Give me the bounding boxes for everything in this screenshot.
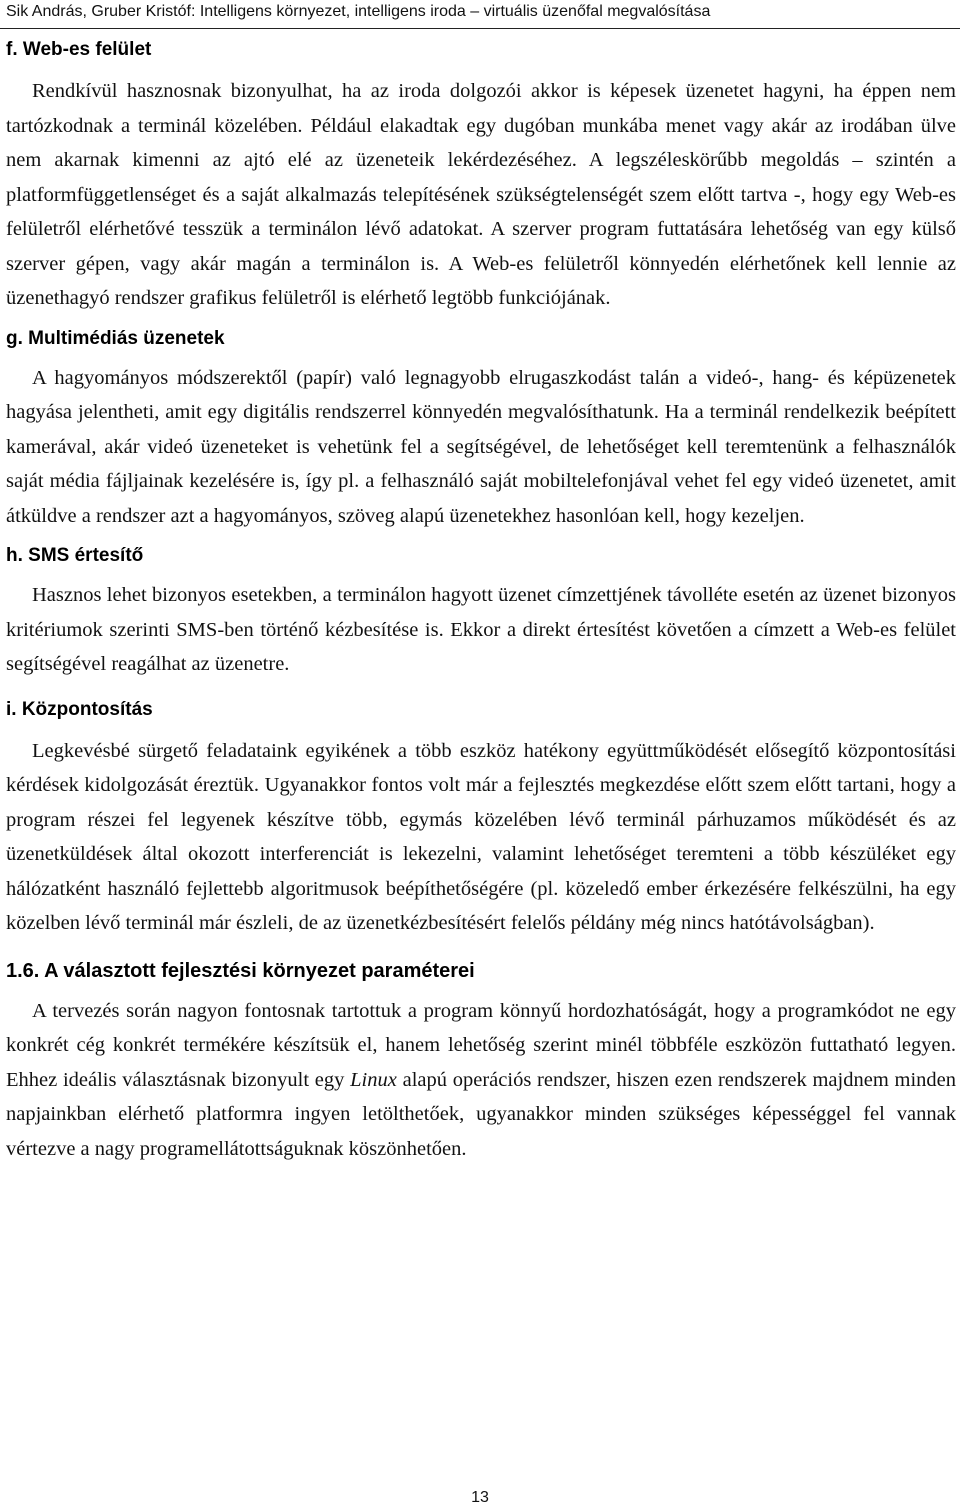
page-number: 13 — [471, 1489, 489, 1506]
section-heading-web-interface: f. Web-es felület — [6, 39, 152, 60]
section-paragraph-sms-notifier: Hasznos lehet bizonyos esetekben, a terminálon hagyott üzenet címzettjének távolléte esetén az üzenet bizonyos kritériumok szerinti SMS-ben történő kézbesítése is. Ekkor a direkt értesítést követően a címzett a Web-es felület segítségével reagálhat az üzenetre. — [6, 584, 956, 675]
section-heading-centralization: i. Központosítás — [6, 698, 153, 720]
section-heading-sms-notifier: h. SMS értesítő — [6, 545, 144, 566]
page-body — [6, 36, 956, 1166]
paragraph-text-after: alapú operációs rendszer, hiszen ezen rendszerek majdnem minden napjainkban elérhető platformra ingyen letölthetőek, ugyanakkor minden szükséges képességgel fel vannak vértezve a nagy programellátottságuknak köszönhetően. — [6, 1068, 957, 1160]
section-paragraph-development-environment — [6, 994, 956, 1167]
section-paragraph-multimedia-messages: A hagyományos módszerektől (papír) való legnagyobb elrugaszkodást talán a videó-, hang- és képüzenetek hagyása jelentheti, amit egy digitális rendszerrel könnyedén megvalósíthatunk. Ha a terminál rendelkezik beépített kamerával, akár videó üzeneteket is vehetünk fel a segítségével, de lehetőséget kell teremtenünk a felhasználók saját média fájljainak kezelésére is, így pl. a felhasználó saját mobiltelefonjával vehet fel egy videó üzenetet, amit átküldve a rendszer azt a hagyományos, szöveg alapú üzenetekhez hasonlóan kell, hogy kezeljen. — [6, 366, 956, 527]
running-header: Sik András, Gruber Kristóf: Intelligens környezet, intelligens iroda – virtuális üzenőfal megvalósítása — [6, 3, 711, 20]
header-divider — [0, 28, 960, 29]
section-paragraph-centralization: Legkevésbé sürgető feladataink egyikének a több eszköz hatékony együttműködését elősegítő központosítási kérdések kidolgozását éreztük. Ugyanakkor fontos volt már a fejlesztés megkezdése előtt szem előtt tartani, hogy a program részei fel legyenek készítve több, egymás közelében lévő terminál párhuzamos működését és az üzenetküldések által okozott interferenciát is lekezelni, valamint lehetőséget teremteni a több készüléket egy hálózatként használó fejlettebb algoritmusok beépíthetőségére (pl. közeledő ember érkezésére felkészülni, ha egy közelben lévő terminál már észleli, de az üzenetkézbesítésért felelős példány még nincs hatótávolságban). — [6, 739, 956, 934]
section-heading-multimedia-messages: g. Multimédiás üzenetek — [6, 327, 225, 349]
section-heading-development-environment: 1.6. A választott fejlesztési környezet paraméterei — [6, 959, 475, 982]
paragraph-text-before: A tervezés során nagyon fontosnak tartottuk a program könnyű hordozhatóságát, hogy a programkódot ne egy konkrét cég konkrét termékére készítsük el, hanem lehetőség szerint minél többféle eszközön futtatható legyen. Ehhez ideális választásnak bizonyult egy — [6, 999, 956, 1091]
linux-term: Linux — [350, 1068, 397, 1091]
section-paragraph-web-interface: Rendkívül hasznosnak bizonyulhat, ha az iroda dolgozói akkor is képesek üzenetet hagyni, ha éppen nem tartózkodnak a terminál közelében. Például elakadtak egy dugóban munkába menet vagy akár az irodában ülve nem akarnak kimenni az ajtó elé az üzeneteik lekérdezéséhez. A legszéleskörűbb megoldás – szintén a platformfüggetlenséget és a saját alkalmazás telepítésének szükségtelenségét szem előtt tartva -, hogy egy Web-es felületről elérhetővé tesszük a terminálon lévő adatokat. A szerver program futtatására lehetőség van egy külső szerver gépen, vagy akár magán a terminálon is. A Web-es felületről könnyedén elérhetőnek kell lennie az üzenethagyó rendszer grafikus felületről is elérhető legtöbb funkciójának. — [6, 80, 956, 309]
